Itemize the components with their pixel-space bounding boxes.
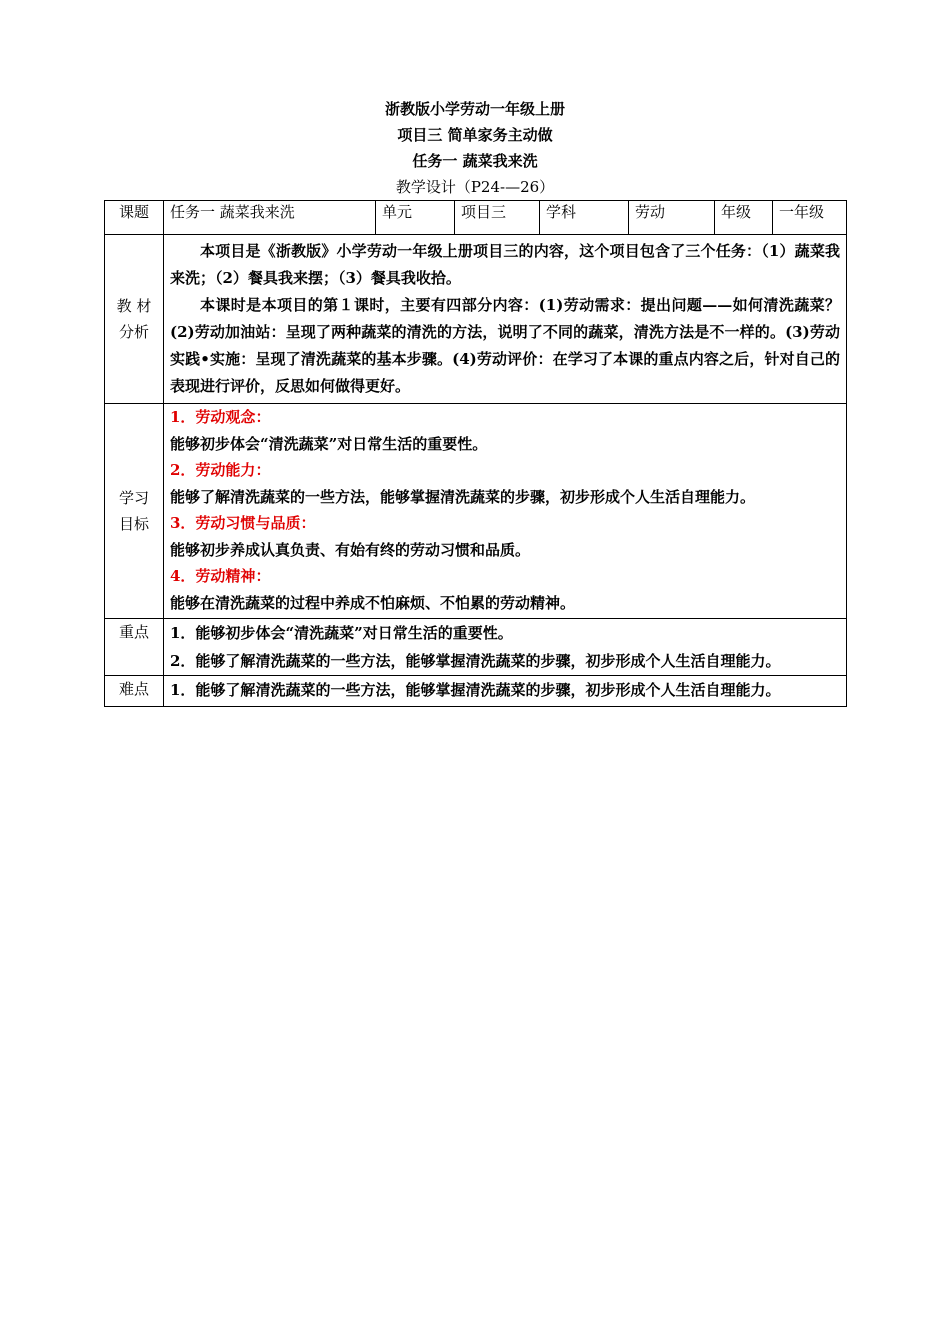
- lesson-plan-table: [104, 200, 847, 707]
- goal-heading-2: 2．劳动能力：: [170, 461, 271, 479]
- title-line-1: 浙教版小学劳动一年级上册: [384, 100, 565, 118]
- topic-value: 任务一 蔬菜我来洗: [164, 201, 376, 235]
- difficulties-label: 难点: [105, 676, 164, 707]
- analysis-label-line-2: 分析: [118, 323, 149, 341]
- goals-label: [105, 404, 164, 619]
- topic-label: 课题: [105, 201, 164, 235]
- document-title-block: [0, 96, 950, 200]
- goals-content: [164, 404, 847, 619]
- analysis-label-line-1: 教 材: [116, 297, 152, 315]
- goal-text-2: 能够了解清洗蔬菜的一些方法，能够掌握清洗蔬菜的步骤，初步形成个人生活自理能力。: [170, 487, 756, 506]
- key-points-content: [164, 619, 847, 676]
- info-row: [105, 201, 847, 235]
- analysis-paragraph-1: 本项目是《浙教版》小学劳动一年级上册项目三的内容，这个项目包含了三个任务：（1）蔬菜我来洗；（2）餐具我来摆；（3）餐具我收拾。: [170, 242, 840, 287]
- goals-label-line-1: 学习: [118, 489, 149, 507]
- analysis-paragraph-2: 本课时是本项目的第１课时，主要有四部分内容：(1)劳动需求：提出问题——如何清洗蔬菜？(2)劳动加油站：呈现了两种蔬菜的清洗的方法，说明了不同的蔬菜，清洗方法是不一样的。(3)劳动实践•实施：呈现了清洗蔬菜的基本步骤。(4)劳动评价：在学习了本课的重点内容之后，针对自己的表现进行评价，反思如何做得更好。: [170, 296, 840, 395]
- grade-label: 年级: [715, 201, 773, 235]
- key-points-row: [105, 619, 847, 676]
- goal-heading-3: 3．劳动习惯与品质：: [170, 514, 316, 532]
- unit-value: 项目三: [455, 201, 540, 235]
- difficulties-content: [164, 676, 847, 707]
- goal-heading-4: 4．劳动精神：: [170, 567, 271, 585]
- analysis-label: [105, 235, 164, 404]
- title-line-3: 任务一 蔬菜我来洗: [412, 152, 538, 170]
- difficulty-1: 1．能够了解清洗蔬菜的一些方法，能够掌握清洗蔬菜的步骤，初步形成个人生活自理能力。: [170, 681, 781, 699]
- goal-heading-1: 1．劳动观念：: [170, 408, 271, 426]
- goal-text-4: 能够在清洗蔬菜的过程中养成不怕麻烦、不怕累的劳动精神。: [170, 593, 576, 612]
- key-points-label: 重点: [105, 619, 164, 676]
- goal-text-1: 能够初步体会“清洗蔬菜”对日常生活的重要性。: [170, 434, 488, 453]
- goals-row: [105, 404, 847, 619]
- title-line-2: 项目三 简单家务主动做: [397, 126, 553, 144]
- key-point-1: 1．能够初步体会“清洗蔬菜”对日常生活的重要性。: [170, 624, 513, 642]
- analysis-row: [105, 235, 847, 404]
- title-line-4: 教学设计（P24-—26）: [395, 178, 555, 196]
- goal-text-3: 能够初步养成认真负责、有始有终的劳动习惯和品质。: [170, 540, 531, 559]
- analysis-content: [164, 235, 847, 404]
- subject-value: 劳动: [629, 201, 715, 235]
- key-point-2: 2．能够了解清洗蔬菜的一些方法，能够掌握清洗蔬菜的步骤，初步形成个人生活自理能力。: [170, 652, 781, 670]
- goals-label-line-2: 目标: [118, 515, 149, 533]
- grade-value: 一年级: [773, 201, 847, 235]
- difficulties-row: [105, 676, 847, 707]
- subject-label: 学科: [540, 201, 629, 235]
- unit-label: 单元: [376, 201, 455, 235]
